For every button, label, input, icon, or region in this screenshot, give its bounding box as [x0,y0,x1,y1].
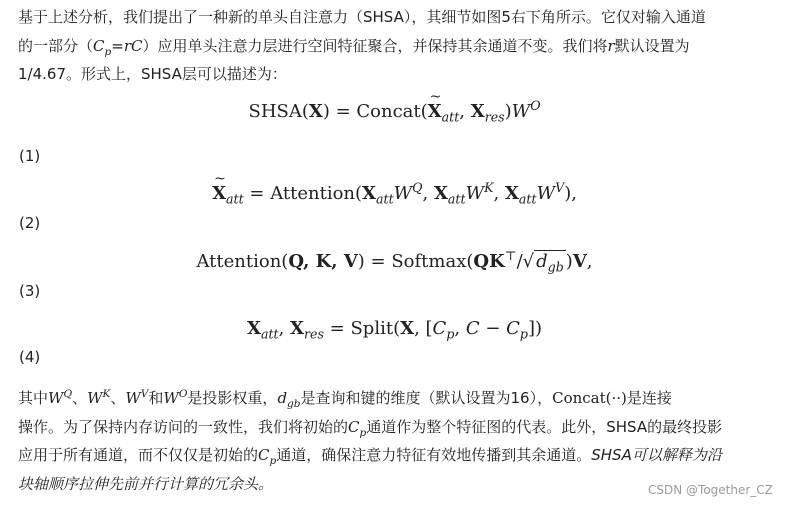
intro-paragraph [18,3,780,89]
math-eq-sign: = [111,36,124,55]
equation-3-number: (3) [19,282,41,300]
equation-4-number: (4) [19,348,41,366]
equation-1: SHSA(X) = Concat(X $\sim_{att}$, $X_{res})W^O$ [0,101,789,122]
equation-1-number: (1) [19,147,41,165]
math-cp-2: $C_p$ [348,417,367,439]
math-cp: $C_p$ [93,36,112,58]
math-wq: $W^Q$ [48,388,73,407]
math-dgb: $d_{gb}$ [277,389,301,410]
intro-line-3: 1/4.67。形式上，SHSA层可以描述为： [18,65,287,83]
csdn-watermark: CSDN @Together_CZ [648,483,773,497]
intro-line-1: 基于上述分析，我们提出了一种新的单头自注意力（SHSA），其细节如图5右下角所示。它仅对输入通道 [18,8,706,26]
math-wk: $W^K$ [87,388,111,407]
intro-line-2c: 默认设置为 [614,36,690,55]
math-r: r [607,36,615,55]
intro-line-2a: 的一部分（ [18,36,94,55]
math-wo: $W^O$ [163,388,188,407]
intro-line-2b: ）应用单头注意力层进行空间特征聚合，并保持其余通道不变。我们将 [142,36,608,55]
outro-paragraph: 其中$W^Q$、$W^K$、$W^V$和$W^O$是投影权重，$d_{gb}$是查询和键的维度（默认设置为16），Concat(··)是连接 操作。为了保持内存访问的一致性，我们将初始的$C_p$通道作为整个特征图的代表。此外，SHSA的最终投影 应用于所有通道，而不仅仅是初始的$C_p$通道，确保注意力特征有效地传播到其余通道。SHSA可以解释为沿 块轴顺序拉伸先前并行计算的冗余头。 [18,388,723,493]
equation-2-number: (2) [19,214,41,232]
italic-remark: SHSA可以解释为沿 [591,446,722,464]
math-cp-3: $C_p$ [258,446,277,467]
equation-2: X $\sim_{att}$ = $Attention(X_{att}W^Q$, $X_{att}W^K$, $X_{att}W^V$), [0,183,789,204]
math-rc: rC [123,36,143,55]
equation-4: $X_{att}$, $X_{res}$ = Split(X, [$C_p$, $C - C_p$]) [246,318,543,342]
equation-3: Attention(Q, K, V) = Softmax(QK⊤/√ $d_{gb}$ )V, [196,248,593,275]
math-wv: $W^V$ [125,388,149,407]
math-concat: Concat(··) [552,389,627,407]
italic-remark-cont: 块轴顺序拉伸先前并行计算的冗余头。 [18,474,274,493]
